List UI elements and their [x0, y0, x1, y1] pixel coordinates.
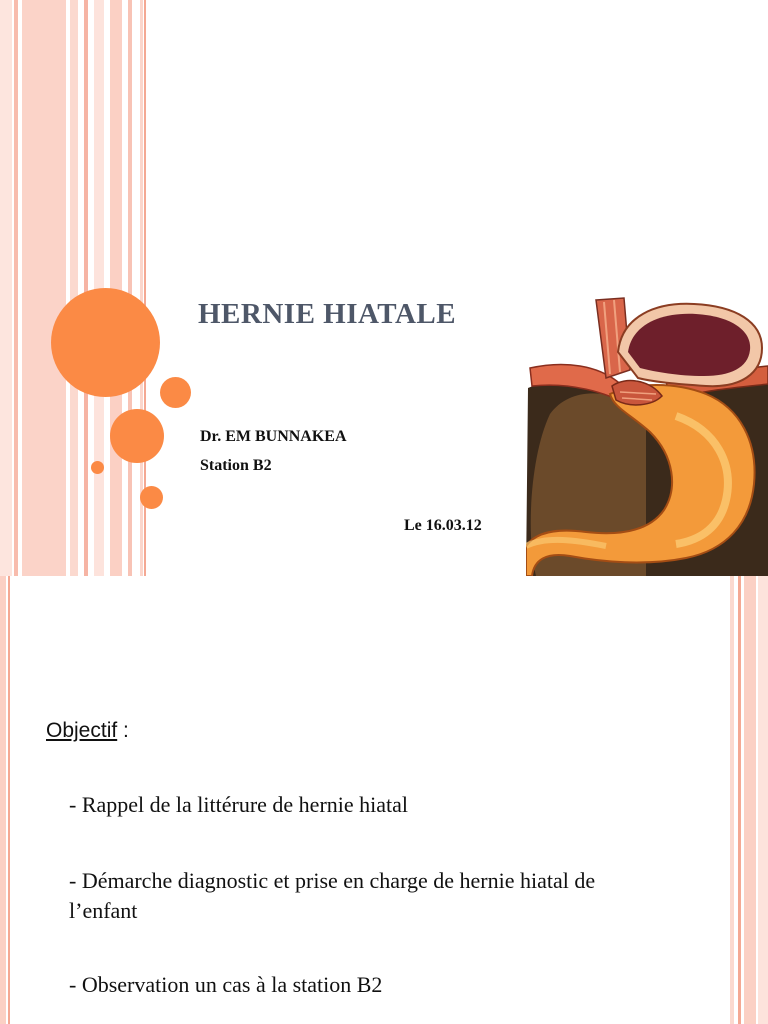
- objective-item: - Observation un cas à la station B2: [69, 972, 383, 997]
- objective-item: - Rappel de la littérure de hernie hiatal: [69, 792, 409, 817]
- decor-stripe: [128, 0, 132, 576]
- stomach-illustration: [526, 296, 768, 576]
- decor-stripe: [744, 576, 756, 1024]
- objectives-slide: [0, 576, 768, 1024]
- station-label: Station B2: [200, 457, 272, 474]
- decor-stripe: [84, 0, 88, 576]
- decor-circle: [140, 486, 163, 509]
- date-label: Le 16.03.12: [404, 517, 482, 534]
- decor-stripe: [0, 0, 12, 576]
- decor-circle-large: [51, 288, 160, 397]
- decor-stripe: [22, 0, 66, 576]
- slide-title: HERNIE HIATALE: [198, 298, 457, 330]
- objectives-heading-colon: :: [117, 719, 129, 742]
- author-name: Dr. EM BUNNAKEA: [200, 428, 347, 445]
- decor-stripe: [70, 0, 78, 576]
- decor-stripe: [738, 576, 741, 1024]
- decor-circle: [110, 409, 164, 463]
- decor-circle: [160, 377, 191, 408]
- decor-stripe: [0, 576, 6, 1024]
- decor-stripe: [8, 576, 10, 1024]
- objectives-heading-label: Objectif: [46, 719, 118, 742]
- decor-stripe: [730, 576, 734, 1024]
- decor-stripe: [14, 0, 18, 576]
- objective-item: - Démarche diagnostic et prise en charge de hernie hiatal de l’enfant: [69, 868, 596, 923]
- decor-stripe: [758, 576, 768, 1024]
- objectives-heading: [46, 719, 129, 743]
- decor-circle: [91, 461, 104, 474]
